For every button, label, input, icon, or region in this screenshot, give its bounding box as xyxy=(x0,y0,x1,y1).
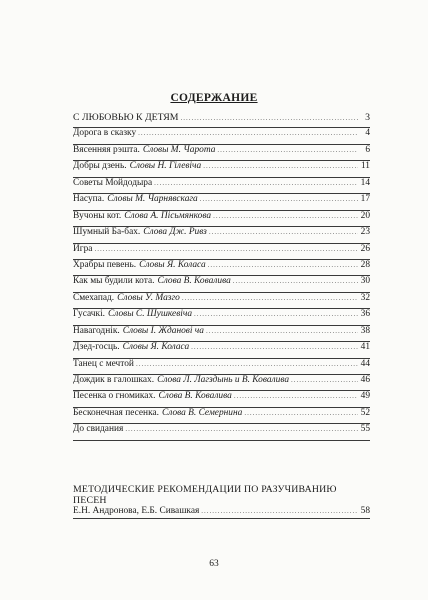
method-authors: Е.Н. Андронова, Е.Б. Сивашкая xyxy=(73,506,200,516)
table-of-contents xyxy=(73,112,370,441)
dot-leader xyxy=(209,228,358,236)
method-entry xyxy=(73,506,370,519)
toc-entry xyxy=(73,309,370,325)
toc-page-number: 55 xyxy=(360,424,370,435)
dot-leader xyxy=(203,162,358,170)
toc-entry xyxy=(73,260,370,276)
toc-page-number: 6 xyxy=(365,144,370,155)
toc-entry-title: Шумный Ба-бах. xyxy=(73,227,141,238)
dot-leader xyxy=(182,294,358,302)
dot-leader xyxy=(234,392,358,400)
toc-entry xyxy=(73,244,370,260)
toc-entry-title: Гусачкі. xyxy=(73,309,106,320)
toc-entry-author: Словы М. Чарота xyxy=(142,144,216,155)
toc-entry xyxy=(73,326,370,342)
toc-entry-author: Слова В. Ковалива xyxy=(158,391,232,402)
toc-entry-author: Слова А. Пісьмянкова xyxy=(124,210,212,221)
toc-entry xyxy=(73,424,370,440)
toc-entry xyxy=(73,227,370,243)
dot-leader xyxy=(206,327,358,335)
toc-entry-author: Слова Л. Лагздынь и В. Ковалива xyxy=(157,375,290,385)
toc-entry-title: Дождик в галошках. xyxy=(73,375,155,385)
toc-entry-title: Игра xyxy=(73,243,93,254)
toc-entry xyxy=(73,161,370,177)
toc-section-entry xyxy=(73,112,370,128)
toc-page-number: 38 xyxy=(360,325,370,336)
toc-entry-title: Храбры певень. xyxy=(73,259,137,270)
dot-leader xyxy=(138,129,358,137)
toc-entry-author: Словы С. Шушкевіча xyxy=(108,309,193,320)
toc-page-number: 11 xyxy=(360,161,370,172)
toc-entry-title: Дзед-госць. xyxy=(73,342,120,353)
toc-entry xyxy=(73,194,370,210)
dot-leader xyxy=(213,212,358,220)
toc-page-number: 3 xyxy=(365,112,370,123)
toc-entry xyxy=(73,178,370,194)
toc-entry-title: Насупа. xyxy=(73,194,105,205)
toc-entry-author: Слова Дж. Ривз xyxy=(143,227,207,238)
toc-entry-title: До свидания xyxy=(73,424,124,435)
page-number: 63 xyxy=(209,559,219,569)
toc-entry-author: Словы У. Мазго xyxy=(117,292,180,303)
toc-entry xyxy=(73,211,370,227)
toc-entry-title: Вучоны кот. xyxy=(73,210,122,221)
toc-entry-author: Словы Н. Гілевіча xyxy=(129,161,202,172)
toc-entry xyxy=(73,293,370,309)
toc-entry-title: Добры дзень. xyxy=(73,161,127,172)
toc-entry-title: Как мы будили кота. xyxy=(73,276,155,287)
toc-page-number: 28 xyxy=(360,259,370,270)
toc-page-number: 20 xyxy=(360,210,370,221)
toc-entry-title: Вясенняя рэшта. xyxy=(73,144,140,155)
toc-page-number: 14 xyxy=(360,177,370,188)
toc-entry xyxy=(73,391,370,407)
dot-leader xyxy=(125,425,358,433)
toc-entry-title: Песенка о гномиках. xyxy=(73,391,156,402)
toc-entry xyxy=(73,375,370,391)
toc-page-number: 30 xyxy=(360,276,370,287)
dot-leader xyxy=(194,310,358,318)
dot-leader xyxy=(217,146,358,154)
toc-entry-title: Дорога в сказку xyxy=(73,128,137,139)
toc-entry-author: Словы М. Чарнявскага xyxy=(107,194,198,205)
dot-leader xyxy=(208,261,358,269)
dot-leader xyxy=(200,195,358,203)
toc-entry xyxy=(73,342,370,358)
method-page-number: 58 xyxy=(360,506,370,516)
toc-page-number: 32 xyxy=(360,292,370,303)
toc-entry-title: Бесконечная песенка. xyxy=(73,407,159,418)
toc-page-number: 23 xyxy=(360,227,370,238)
dot-leader xyxy=(233,277,358,285)
dot-leader xyxy=(94,245,358,253)
toc-entry-title: С ЛЮБОВЬЮ К ДЕТЯМ xyxy=(73,112,179,123)
toc-entry-author: Словы Я. Коласа xyxy=(139,259,206,270)
dot-leader xyxy=(136,360,358,368)
page-title: СОДЕРЖАНИЕ xyxy=(170,92,258,104)
toc-entry xyxy=(73,145,370,161)
toc-page-number: 26 xyxy=(360,243,370,254)
toc-entry-title: Навагоднік. xyxy=(73,325,120,336)
dot-leader xyxy=(181,114,358,122)
method-title: МЕТОДИЧЕСКИЕ РЕКОМЕНДАЦИИ ПО РАЗУЧИВАНИЮ ПЕСЕН xyxy=(73,484,337,506)
toc-entry-title: Танец с мечтой xyxy=(73,358,134,369)
toc-entry-author: Словы І. Жданові ча xyxy=(122,325,204,336)
toc-entry-author: Слова В. Ковалива xyxy=(157,276,231,287)
dot-leader xyxy=(244,409,358,417)
dot-leader xyxy=(291,376,358,384)
toc-page-number: 49 xyxy=(360,391,370,402)
toc-page-number: 44 xyxy=(360,358,370,369)
toc-page-number: 17 xyxy=(360,194,370,205)
toc-entry xyxy=(73,128,370,144)
toc-page-number: 46 xyxy=(360,375,370,385)
method-section xyxy=(73,484,370,519)
toc-entry xyxy=(73,276,370,292)
dot-leader xyxy=(191,343,358,351)
toc-entry xyxy=(73,408,370,424)
toc-page-number: 52 xyxy=(360,407,370,418)
toc-page-number: 36 xyxy=(360,309,370,320)
toc-entry xyxy=(73,359,370,375)
toc-page-number: 41 xyxy=(360,342,370,353)
dot-leader xyxy=(154,179,358,187)
dot-leader xyxy=(201,506,358,517)
toc-page-number: 4 xyxy=(365,128,370,139)
toc-entry-author: Словы Я. Коласа xyxy=(122,342,190,353)
toc-entry-author: Слова В. Семернина xyxy=(161,407,243,418)
toc-entry-title: Советы Мойдодыра xyxy=(73,177,153,188)
toc-entry-title: Смехапад. xyxy=(73,292,115,303)
